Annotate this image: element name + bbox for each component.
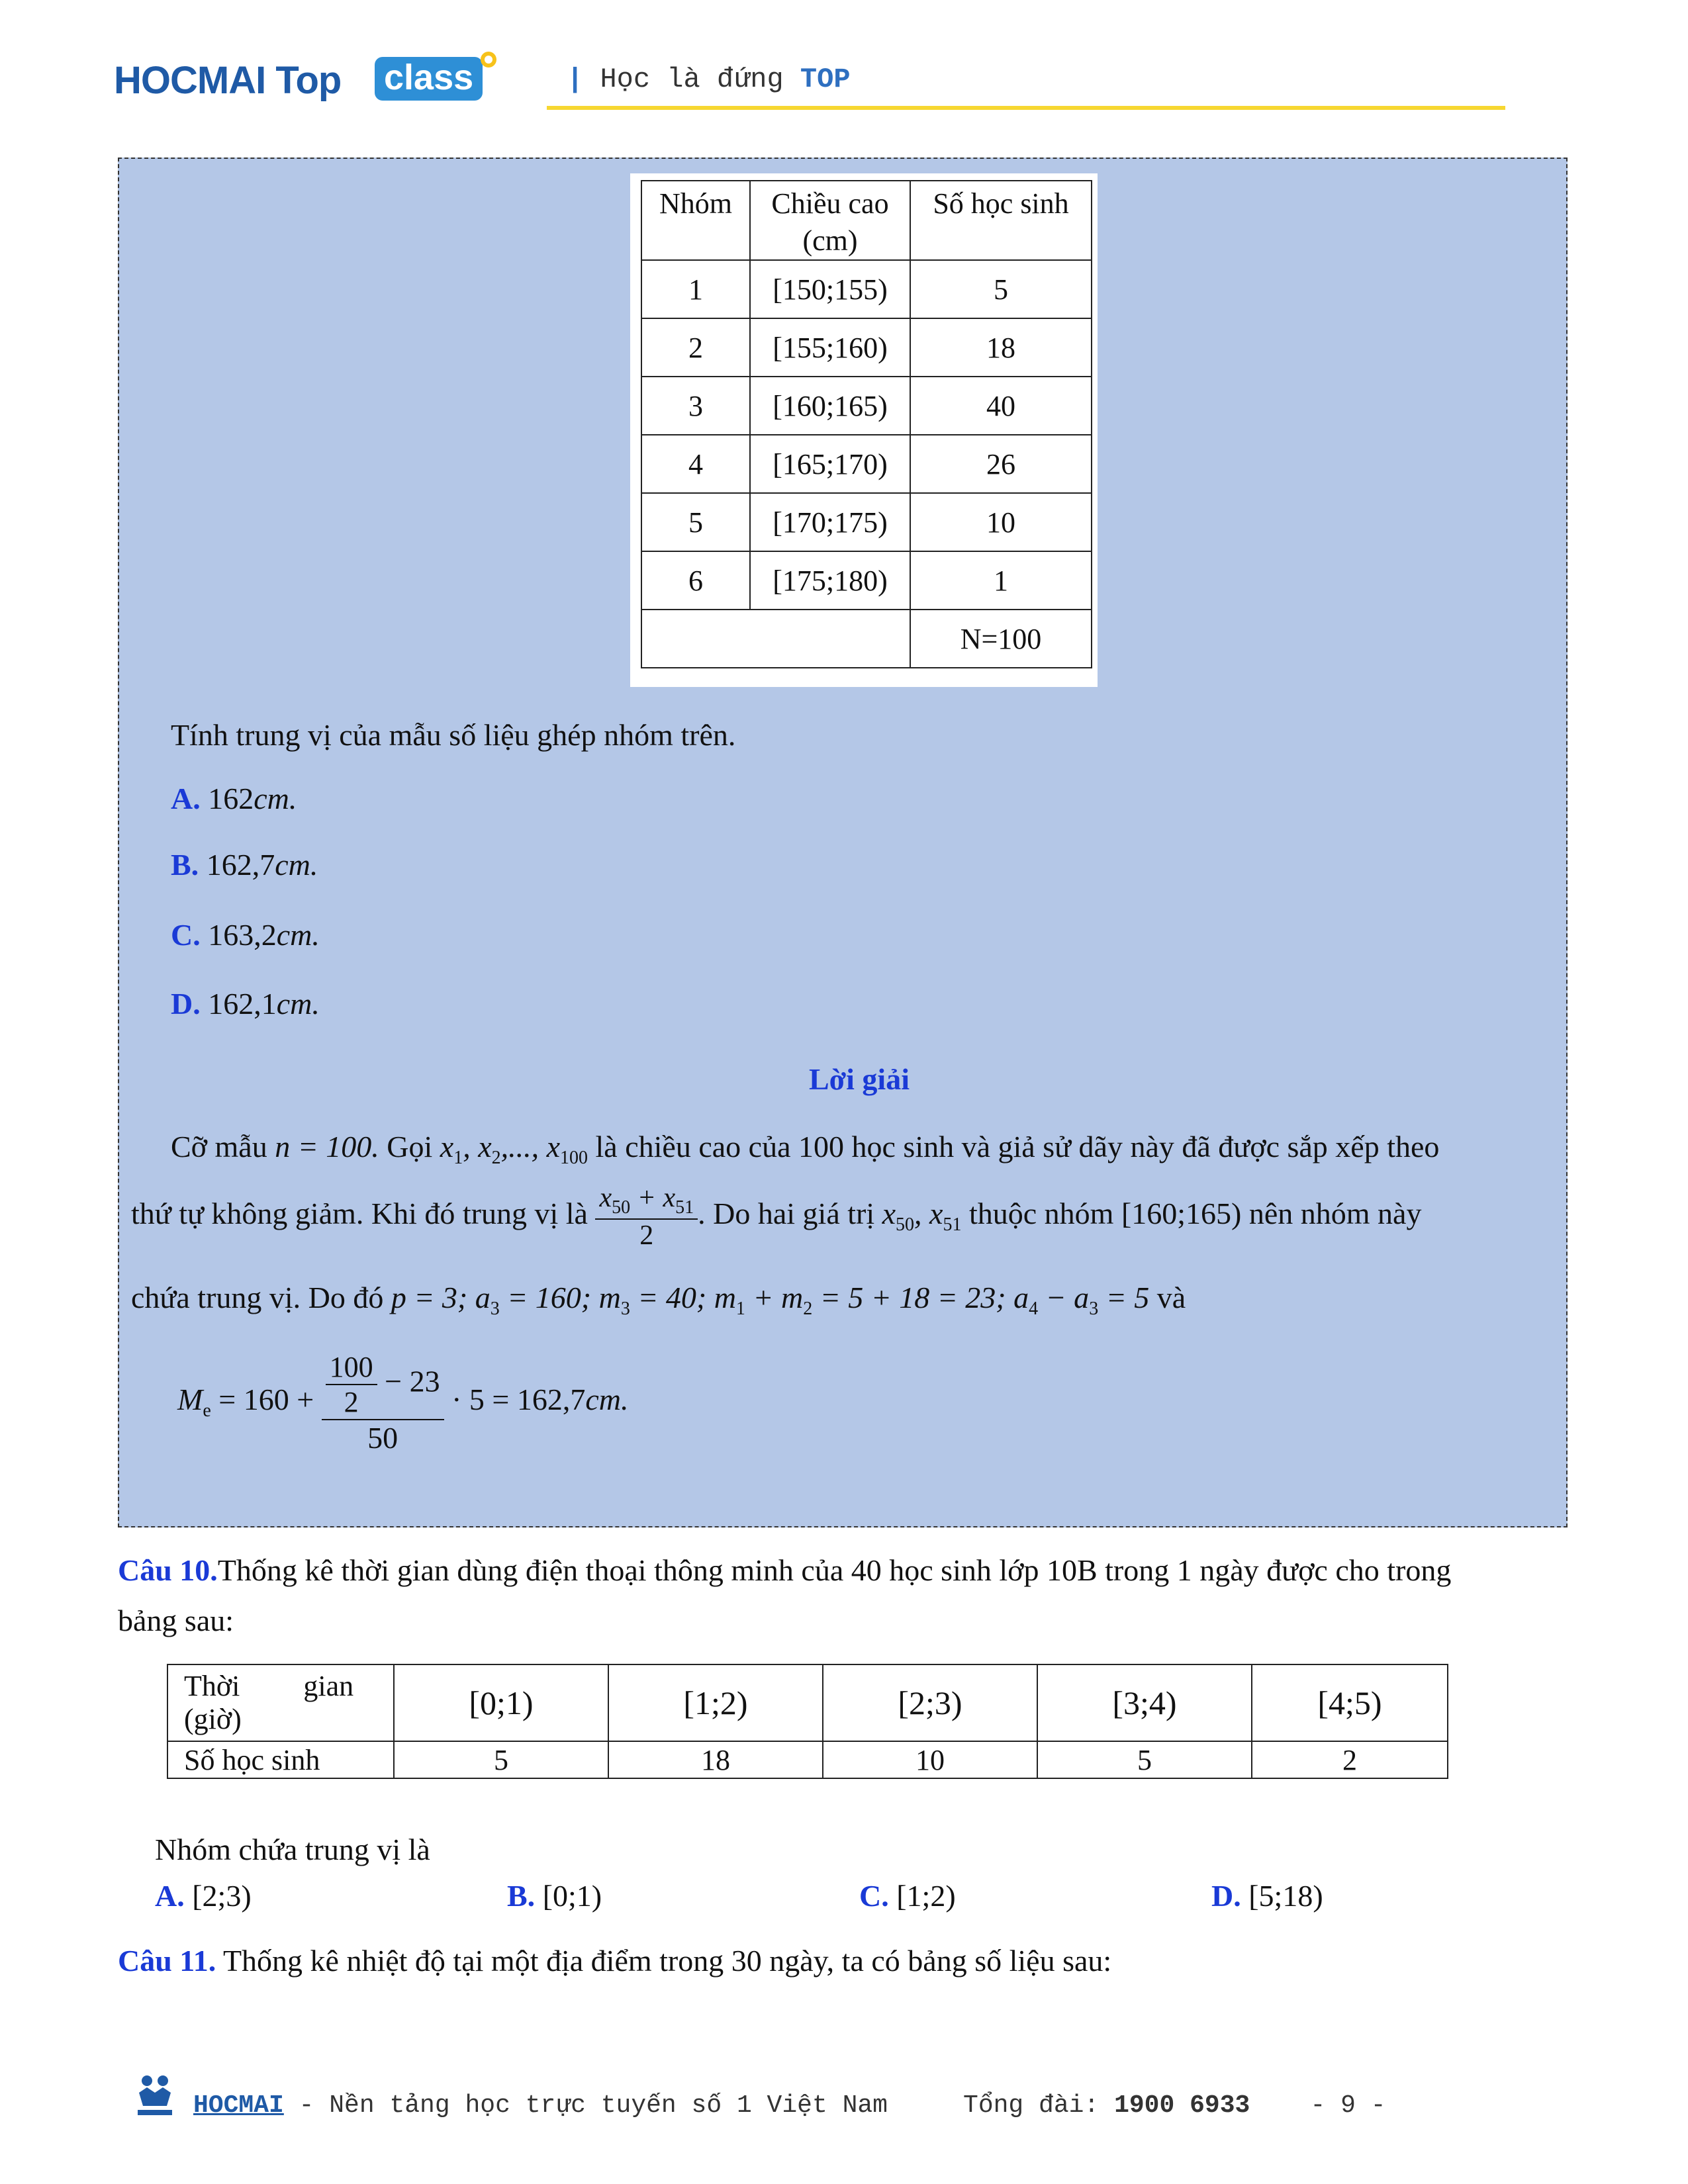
- solution-line-1: Cỡ mẫu n = 100. Gọi $x_1$, $x_2$,..., $x_{100}$ là chiều cao của 100 học sinh và giả sử dãy này đã được sắp xếp theo: [171, 1130, 1440, 1168]
- question-10-text: Câu 10.Thống kê thời gian dùng điện thoại thông minh của 40 học sinh lớp 10B trong 1 ngày được cho trong: [118, 1553, 1452, 1587]
- interval-cell: [3;4): [1037, 1664, 1252, 1741]
- option-b: B. 162,7cm.: [171, 848, 318, 882]
- option-b: B. [0;1): [507, 1879, 602, 1913]
- table-cell: [160;165): [750, 377, 910, 435]
- phone-usage-table: [167, 1664, 1448, 1779]
- hocmai-logo-icon: [132, 2073, 177, 2120]
- table-cell: 4: [641, 435, 750, 493]
- solution-title: Lời giải: [809, 1062, 910, 1096]
- height-frequency-table: [641, 180, 1092, 668]
- footer-text: HOCMAI - Nền tảng học trực tuyến số 1 Việt Nam Tổng đài: 1900 6933 - 9 -: [193, 2091, 1386, 2120]
- header-cell: Chiều cao (cm): [750, 181, 910, 260]
- sun-icon: [475, 46, 502, 73]
- table-cell: [150;155): [750, 260, 910, 318]
- option-c: C. [1;2): [859, 1879, 956, 1913]
- table-cell: 26: [910, 435, 1092, 493]
- count-cell: 2: [1252, 1741, 1448, 1778]
- interval-cell: [0;1): [394, 1664, 608, 1741]
- table-cell: 40: [910, 377, 1092, 435]
- interval-cell: [1;2): [608, 1664, 823, 1741]
- table-cell: 18: [910, 318, 1092, 377]
- brand-logo-class: class: [375, 57, 483, 101]
- brand-logo: HOCMAI Top: [114, 59, 342, 102]
- question-prompt: Tính trung vị của mẫu số liệu ghép nhóm trên.: [171, 718, 736, 752]
- table-cell: [155;160): [750, 318, 910, 377]
- solution-line-2: thứ tự không giảm. Khi đó trung vị là $\frac{x_{50} + x_{51}}{2}$ . Do hai giá trị $x_{50}$, $x_{51}$ thuộc nhóm [160;165) nên nhóm này: [131, 1183, 1422, 1251]
- table-cell: 5: [641, 493, 750, 551]
- question-10-text-2: bảng sau:: [118, 1604, 234, 1637]
- table-cell: 2: [641, 318, 750, 377]
- header-divider: [547, 106, 1505, 110]
- count-cell: 10: [823, 1741, 1037, 1778]
- question-11-text: Câu 11. Thống kê nhiệt độ tại một địa điểm trong 30 ngày, ta có bảng số liệu sau:: [118, 1944, 1112, 1978]
- table-cell: 6: [641, 551, 750, 610]
- option-a: A. [2;3): [155, 1879, 252, 1913]
- table-cell: 5: [910, 260, 1092, 318]
- table-cell-empty: [641, 610, 910, 668]
- slogan: | Học là đứng TOP: [567, 64, 851, 95]
- option-d: D. [5;18): [1211, 1879, 1323, 1913]
- option-d: D. 162,1cm.: [171, 987, 320, 1021]
- row-label: Thời gian (giờ): [167, 1664, 394, 1741]
- table-cell: [170;175): [750, 493, 910, 551]
- header-cell: Số học sinh: [910, 181, 1092, 260]
- table-cell: 3: [641, 377, 750, 435]
- table-cell: [165;170): [750, 435, 910, 493]
- solution-line-3: chứa trung vị. Do đó p = 3; $a_3 = 160$; $m_3 = 40$; $m_1 + m_2 = 5 + 18 = 23$; $a_4 - a_3 = 5$ và: [131, 1281, 1186, 1319]
- count-cell: 18: [608, 1741, 823, 1778]
- question-10-prompt: Nhóm chứa trung vị là: [155, 1833, 430, 1866]
- median-formula: $M_e = 160$ + $\frac{100}{2}$ − 23 50 · 5 = 162,7cm.: [177, 1351, 629, 1455]
- option-a: A. 162cm.: [171, 782, 297, 815]
- table-total: N=100: [910, 610, 1092, 668]
- header-cell: Nhóm: [641, 181, 750, 260]
- interval-cell: [2;3): [823, 1664, 1037, 1741]
- interval-cell: [4;5): [1252, 1664, 1448, 1741]
- table-cell: 1: [641, 260, 750, 318]
- count-cell: 5: [394, 1741, 608, 1778]
- count-cell: 5: [1037, 1741, 1252, 1778]
- table-cell: [175;180): [750, 551, 910, 610]
- table-cell: 10: [910, 493, 1092, 551]
- table-cell: 1: [910, 551, 1092, 610]
- option-c: C. 163,2cm.: [171, 918, 320, 952]
- row-label: Số học sinh: [167, 1741, 394, 1778]
